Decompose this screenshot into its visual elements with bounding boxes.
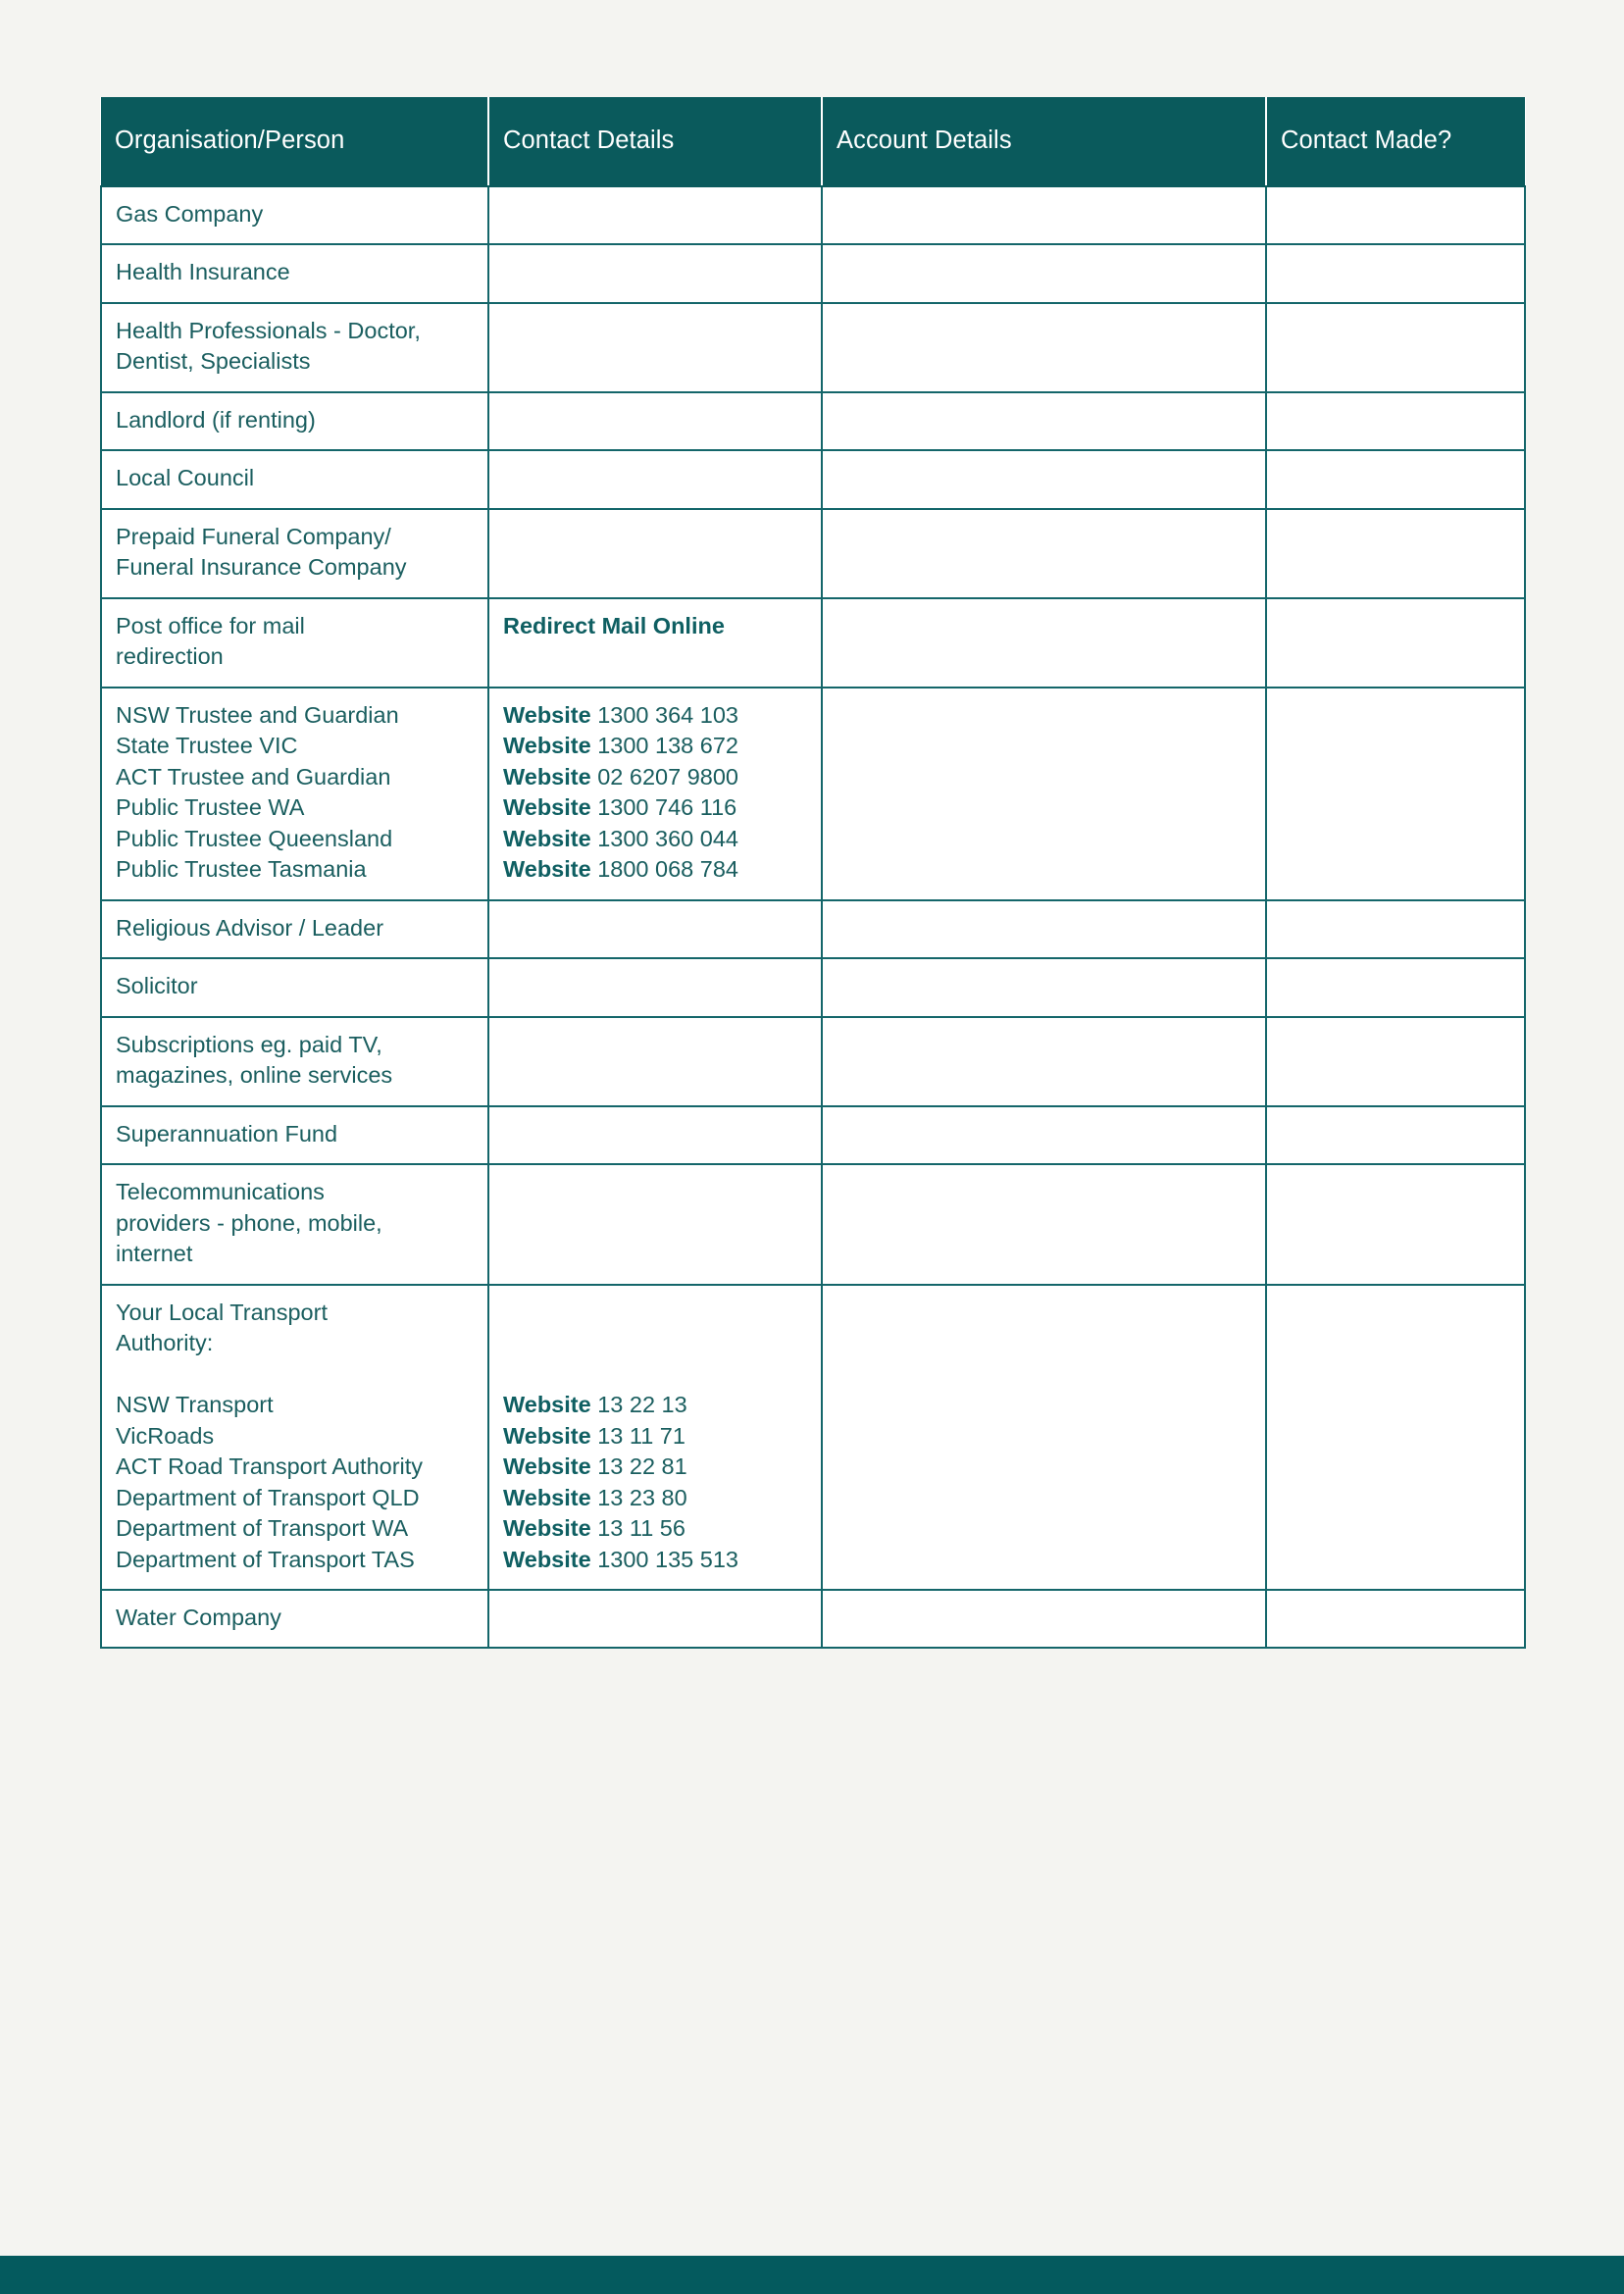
website-link[interactable]: Website (503, 763, 591, 790)
cell-organisation (101, 688, 488, 900)
contact-checklist-table-wrapper (100, 97, 1524, 1649)
table-row (101, 244, 1525, 302)
text-line: Department of Transport WA (116, 1515, 409, 1542)
table-row (101, 900, 1525, 958)
table-header-row (101, 97, 1525, 186)
cell-organisation (101, 244, 488, 302)
text-line: Local Council (116, 465, 255, 491)
organisation-text (116, 1119, 474, 1149)
text-line: Your Local Transport (116, 1299, 328, 1325)
cell-account-details[interactable] (822, 1106, 1266, 1164)
organisation-text (116, 316, 474, 378)
text-line: Landlord (if renting) (116, 406, 316, 433)
text-line: NSW Trustee and Guardian (116, 701, 399, 728)
contact-line (503, 1545, 807, 1575)
organisation-text (116, 913, 474, 943)
text-line: Public Trustee Queensland (116, 825, 393, 851)
cell-contact-made[interactable] (1266, 244, 1525, 302)
cell-account-details[interactable] (822, 244, 1266, 302)
website-link[interactable]: Website (503, 1453, 591, 1480)
website-link[interactable]: Website (503, 794, 591, 821)
organisation-text (116, 611, 474, 673)
table-row (101, 958, 1525, 1016)
cell-contact-details (488, 186, 822, 244)
cell-contact-made[interactable] (1266, 1285, 1525, 1590)
cell-contact-details (488, 244, 822, 302)
organisation-text (116, 463, 474, 493)
text-line: Public Trustee WA (116, 794, 305, 821)
website-link[interactable]: Website (503, 1546, 591, 1572)
text-line (116, 1359, 474, 1390)
text-line: NSW Transport (116, 1392, 274, 1418)
contact-line (503, 1328, 807, 1358)
cell-organisation (101, 392, 488, 450)
phone-number: 1800 068 784 (597, 856, 738, 883)
cell-contact-made[interactable] (1266, 1164, 1525, 1284)
contact-line (503, 792, 807, 823)
table-row (101, 186, 1525, 244)
organisation-text (116, 1030, 474, 1092)
phone-number: 13 23 80 (597, 1484, 687, 1510)
organisation-text (116, 1603, 474, 1633)
contact-line (503, 1390, 807, 1420)
text-line: magazines, online services (116, 1062, 393, 1089)
cell-account-details[interactable] (822, 186, 1266, 244)
contact-line (503, 731, 807, 761)
contact-line (503, 611, 807, 641)
text-line: Dentist, Specialists (116, 348, 311, 375)
cell-account-details[interactable] (822, 303, 1266, 392)
cell-organisation (101, 1590, 488, 1648)
table-row (101, 1164, 1525, 1284)
text-line: VicRoads (116, 1422, 215, 1449)
cell-contact-made[interactable] (1266, 303, 1525, 392)
text-line: providers - phone, mobile, (116, 1209, 382, 1236)
contact-checklist-table (100, 97, 1526, 1649)
website-link[interactable]: Website (503, 825, 591, 851)
text-line: ACT Road Transport Authority (116, 1453, 424, 1480)
table-row (101, 688, 1525, 900)
contact-line (503, 1421, 807, 1452)
organisation-text (116, 700, 474, 886)
cell-account-details[interactable] (822, 392, 1266, 450)
organisation-text (116, 199, 474, 229)
cell-account-details[interactable] (822, 1590, 1266, 1648)
phone-number: 1300 135 513 (597, 1546, 738, 1572)
column-header-contact-made: Contact Made? (1266, 97, 1525, 186)
text-line: Religious Advisor / Leader (116, 914, 384, 941)
text-line: Gas Company (116, 201, 264, 227)
cell-organisation (101, 450, 488, 508)
column-header-account-details: Account Details (822, 97, 1266, 186)
cell-contact-details (488, 1106, 822, 1164)
cell-account-details[interactable] (822, 958, 1266, 1016)
cell-contact-details (488, 303, 822, 392)
organisation-text (116, 405, 474, 435)
cell-contact-made[interactable] (1266, 1590, 1525, 1648)
website-link[interactable]: Website (503, 1515, 591, 1542)
text-line: Water Company (116, 1604, 281, 1630)
text-line: Department of Transport TAS (116, 1546, 415, 1572)
contact-line (503, 1452, 807, 1482)
contact-line (503, 824, 807, 854)
cell-contact-details (488, 900, 822, 958)
organisation-text (116, 971, 474, 1001)
contact-line (503, 1513, 807, 1544)
cell-contact-made[interactable] (1266, 688, 1525, 900)
table-row (101, 303, 1525, 392)
table-row (101, 1285, 1525, 1590)
table-row (101, 1106, 1525, 1164)
phone-number: 1300 360 044 (597, 825, 738, 851)
contact-line (503, 854, 807, 885)
phone-number: 1300 746 116 (597, 794, 737, 821)
cell-organisation (101, 1164, 488, 1284)
phone-number: 13 22 13 (597, 1392, 687, 1418)
cell-contact-made[interactable] (1266, 1106, 1525, 1164)
cell-contact-details (488, 392, 822, 450)
text-line: Health Insurance (116, 259, 290, 285)
text-line: Health Professionals - Doctor, (116, 317, 421, 343)
cell-contact-details (488, 1590, 822, 1648)
table-row (101, 598, 1525, 688)
cell-contact-details (488, 450, 822, 508)
phone-number: 1300 138 672 (597, 733, 738, 759)
phone-number: 13 22 81 (597, 1453, 687, 1480)
cell-organisation (101, 598, 488, 688)
cell-contact-details (488, 688, 822, 900)
cell-account-details[interactable] (822, 1285, 1266, 1590)
contact-details-text (503, 700, 807, 886)
table-row (101, 509, 1525, 598)
text-line: internet (116, 1241, 193, 1267)
cell-contact-made[interactable] (1266, 958, 1525, 1016)
text-line: ACT Trustee and Guardian (116, 763, 391, 790)
website-link[interactable]: Website (503, 1392, 591, 1418)
text-line: Public Trustee Tasmania (116, 856, 367, 883)
cell-organisation (101, 1285, 488, 1590)
table-header (101, 97, 1525, 186)
cell-organisation (101, 900, 488, 958)
cell-contact-made[interactable] (1266, 509, 1525, 598)
contact-details-text (503, 611, 807, 641)
cell-contact-details (488, 1164, 822, 1284)
organisation-text (116, 1298, 474, 1575)
organisation-text (116, 1177, 474, 1269)
text-line: Prepaid Funeral Company/ (116, 523, 391, 549)
text-line: Post office for mail (116, 612, 305, 638)
footer-bar (0, 2256, 1624, 2294)
cell-account-details[interactable] (822, 1164, 1266, 1284)
cell-contact-details (488, 958, 822, 1016)
text-line: State Trustee VIC (116, 733, 298, 759)
cell-contact-details (488, 1017, 822, 1106)
phone-number: 02 6207 9800 (597, 763, 738, 790)
website-link[interactable]: Website (503, 1422, 591, 1449)
text-line: Authority: (116, 1330, 214, 1356)
website-link[interactable]: Website (503, 856, 591, 883)
contact-line (503, 1483, 807, 1513)
cell-contact-made[interactable] (1266, 392, 1525, 450)
cell-account-details[interactable] (822, 688, 1266, 900)
cell-contact-details (488, 1285, 822, 1590)
cell-account-details[interactable] (822, 900, 1266, 958)
text-line: Funeral Insurance Company (116, 554, 407, 581)
text-line: Solicitor (116, 973, 198, 999)
column-header-organisation: Organisation/Person (101, 97, 488, 186)
contact-line (503, 1298, 807, 1328)
website-link[interactable]: Website (503, 1484, 591, 1510)
phone-number: 13 11 71 (597, 1422, 685, 1449)
cell-account-details[interactable] (822, 1017, 1266, 1106)
organisation-text (116, 257, 474, 287)
text-line: Subscriptions eg. paid TV, (116, 1031, 382, 1057)
table-row (101, 1590, 1525, 1648)
phone-number: 1300 364 103 (597, 701, 738, 728)
contact-line (503, 762, 807, 792)
organisation-text (116, 522, 474, 584)
phone-number: 13 11 56 (597, 1515, 685, 1542)
contact-line (503, 700, 807, 731)
text-line: Telecommunications (116, 1179, 325, 1205)
cell-organisation (101, 509, 488, 598)
table-row (101, 392, 1525, 450)
cell-organisation (101, 303, 488, 392)
website-link[interactable]: Website (503, 733, 591, 759)
cell-contact-made[interactable] (1266, 450, 1525, 508)
cell-contact-details (488, 598, 822, 688)
cell-account-details[interactable] (822, 450, 1266, 508)
cell-contact-made[interactable] (1266, 186, 1525, 244)
text-line: redirection (116, 643, 224, 670)
text-line: Department of Transport QLD (116, 1484, 420, 1510)
cell-contact-made[interactable] (1266, 1017, 1525, 1106)
cell-organisation (101, 186, 488, 244)
cell-organisation (101, 958, 488, 1016)
cell-organisation (101, 1106, 488, 1164)
website-link[interactable]: Website (503, 701, 591, 728)
cell-organisation (101, 1017, 488, 1106)
column-header-contact-details: Contact Details (488, 97, 822, 186)
contact-line (503, 1359, 807, 1390)
cell-contact-made[interactable] (1266, 598, 1525, 688)
contact-details-text (503, 1298, 807, 1575)
table-row (101, 1017, 1525, 1106)
table-body (101, 186, 1525, 1648)
cell-account-details[interactable] (822, 509, 1266, 598)
website-link[interactable]: Redirect Mail Online (503, 612, 725, 638)
cell-contact-details (488, 509, 822, 598)
table-row (101, 450, 1525, 508)
cell-account-details[interactable] (822, 598, 1266, 688)
cell-contact-made[interactable] (1266, 900, 1525, 958)
text-line: Superannuation Fund (116, 1120, 338, 1147)
